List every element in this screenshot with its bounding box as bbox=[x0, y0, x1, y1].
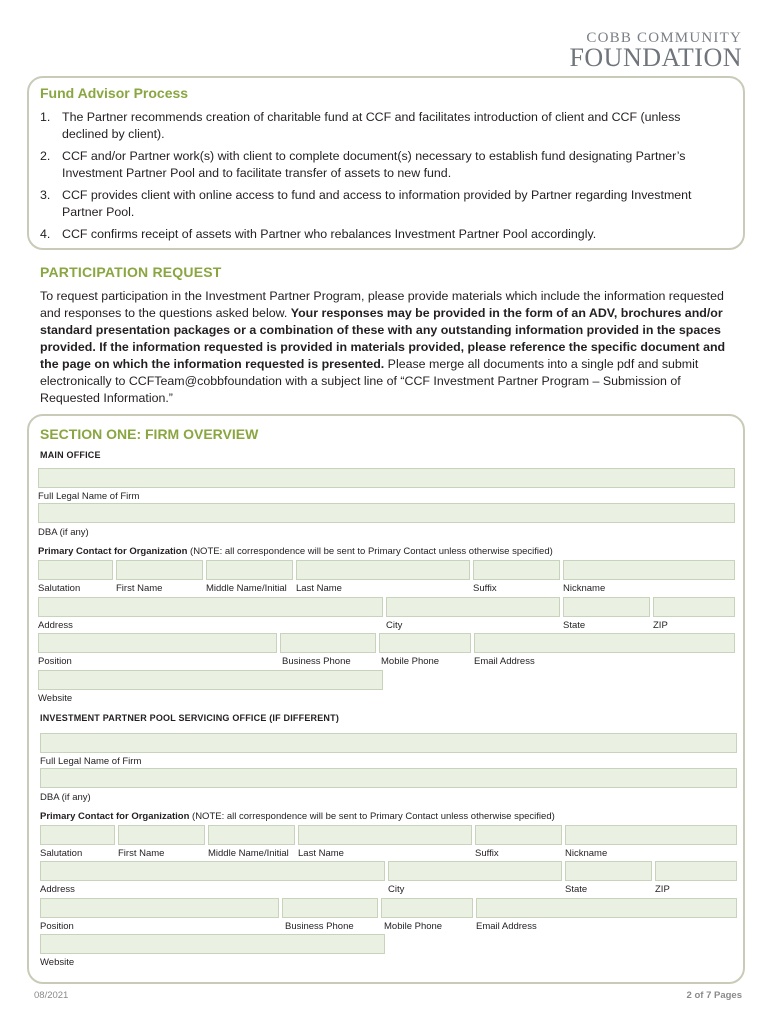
main-city-label: City bbox=[386, 620, 403, 631]
svc-position-label: Position bbox=[40, 921, 74, 932]
svc-website-field[interactable] bbox=[40, 934, 385, 954]
main-state-field[interactable] bbox=[563, 597, 650, 617]
process-item: 4. CCF confirms receipt of assets with Partner who rebalances Investment Partner Pool accordingly. bbox=[40, 227, 597, 241]
servicing-office-heading: INVESTMENT PARTNER POOL SERVICING OFFICE (IF DIFFERENT) bbox=[40, 713, 340, 723]
svc-business-phone-field[interactable] bbox=[282, 898, 378, 918]
main-suffix-label: Suffix bbox=[473, 583, 497, 594]
main-position-field[interactable] bbox=[38, 633, 277, 653]
process-item: 3. CCF provides client with online access to fund and access to information provided by Partner regarding Investment Partner Pool. bbox=[40, 188, 692, 219]
main-last-name-field[interactable] bbox=[296, 560, 470, 580]
svc-dba-field[interactable] bbox=[40, 768, 737, 788]
main-position-label: Position bbox=[38, 656, 72, 667]
main-middle-name-field[interactable] bbox=[206, 560, 293, 580]
process-title: Fund Advisor Process bbox=[40, 85, 189, 101]
main-first-name-field[interactable] bbox=[116, 560, 203, 580]
logo-line-2: FOUNDATION bbox=[569, 43, 742, 72]
main-mobile-phone-label: Mobile Phone bbox=[381, 656, 440, 667]
svc-last-name-field[interactable] bbox=[298, 825, 472, 845]
svc-legal-name-field[interactable] bbox=[40, 733, 737, 753]
svc-nickname-field[interactable] bbox=[565, 825, 737, 845]
main-last-name-label: Last Name bbox=[296, 583, 342, 594]
svc-primary-contact-label: Primary Contact for Organization (NOTE: all correspondence will be sent to Primary Contact unless otherwise specified) bbox=[40, 811, 555, 822]
main-dba-field[interactable] bbox=[38, 503, 735, 523]
svc-email-label: Email Address bbox=[476, 921, 537, 932]
section-one-title: SECTION ONE: FIRM OVERVIEW bbox=[40, 426, 259, 442]
main-office-heading: MAIN OFFICE bbox=[40, 450, 101, 460]
participation-title: PARTICIPATION REQUEST bbox=[40, 264, 222, 280]
svc-zip-field[interactable] bbox=[655, 861, 737, 881]
svc-mobile-phone-label: Mobile Phone bbox=[384, 921, 443, 932]
main-suffix-field[interactable] bbox=[473, 560, 560, 580]
svc-state-label: State bbox=[565, 884, 588, 895]
main-email-field[interactable] bbox=[474, 633, 735, 653]
svc-first-name-label: First Name bbox=[118, 848, 165, 859]
main-mobile-phone-field[interactable] bbox=[379, 633, 471, 653]
svc-address-field[interactable] bbox=[40, 861, 385, 881]
process-list bbox=[40, 109, 730, 248]
main-business-phone-field[interactable] bbox=[280, 633, 376, 653]
svc-mobile-phone-field[interactable] bbox=[381, 898, 473, 918]
main-nickname-field[interactable] bbox=[563, 560, 735, 580]
main-first-name-label: First Name bbox=[116, 583, 163, 594]
main-zip-label: ZIP bbox=[653, 620, 668, 631]
svc-position-field[interactable] bbox=[40, 898, 279, 918]
svc-business-phone-label: Business Phone bbox=[285, 921, 354, 932]
main-middle-name-label: Middle Name/Initial bbox=[206, 583, 287, 594]
svc-city-label: City bbox=[388, 884, 405, 895]
main-legal-name-field[interactable] bbox=[38, 468, 735, 488]
svc-state-field[interactable] bbox=[565, 861, 652, 881]
main-website-field[interactable] bbox=[38, 670, 383, 690]
svc-email-field[interactable] bbox=[476, 898, 737, 918]
svc-suffix-field[interactable] bbox=[475, 825, 562, 845]
process-item: 1. The Partner recommends creation of charitable fund at CCF and facilitates introduction of client and CCF (unless declined by client). bbox=[40, 110, 681, 141]
main-business-phone-label: Business Phone bbox=[282, 656, 351, 667]
main-dba-label: DBA (if any) bbox=[38, 527, 89, 538]
process-item: 2. CCF and/or Partner work(s) with client to complete document(s) necessary to establish fund designating Partner’s Investment Partner Pool and to facilitate transfer of assets to new fund. bbox=[40, 149, 686, 180]
svc-last-name-label: Last Name bbox=[298, 848, 344, 859]
participation-body: To request participation in the Investment Partner Program, please provide materials which include the information requested and responses to the questions asked below. Your responses may be provided in the form of an ADV, brochures and/or standard presentation packages or a combination of these with any outstanding information provided in the spaces provided. If the information requested is provided in materials provided, please reference the specific document and the page on which the information requested is presented. Please merge all documents into a single pdf and submit electronically to CCFTeam@cobbfoundation with a subject line of “CCF Investment Partner Program – Submission of Requested Information.” bbox=[40, 289, 726, 405]
main-state-label: State bbox=[563, 620, 586, 631]
svc-salutation-label: Salutation bbox=[40, 848, 83, 859]
svc-nickname-label: Nickname bbox=[565, 848, 608, 859]
main-website-label: Website bbox=[38, 693, 73, 704]
svc-salutation-field[interactable] bbox=[40, 825, 115, 845]
svc-suffix-label: Suffix bbox=[475, 848, 499, 859]
main-legal-name-label: Full Legal Name of Firm bbox=[38, 491, 140, 502]
svc-city-field[interactable] bbox=[388, 861, 562, 881]
main-address-field[interactable] bbox=[38, 597, 383, 617]
footer-date: 08/2021 bbox=[34, 990, 69, 1001]
svc-legal-name-label: Full Legal Name of Firm bbox=[40, 756, 142, 767]
svc-middle-name-label: Middle Name/Initial bbox=[208, 848, 289, 859]
main-city-field[interactable] bbox=[386, 597, 560, 617]
main-email-label: Email Address bbox=[474, 656, 535, 667]
logo-line-1: COBB COMMUNITY bbox=[586, 30, 742, 46]
main-address-label: Address bbox=[38, 620, 73, 631]
svc-website-label: Website bbox=[40, 957, 75, 968]
main-zip-field[interactable] bbox=[653, 597, 735, 617]
main-salutation-field[interactable] bbox=[38, 560, 113, 580]
footer-page-number: 2 of 7 Pages bbox=[686, 990, 742, 1001]
svc-middle-name-field[interactable] bbox=[208, 825, 295, 845]
svc-zip-label: ZIP bbox=[655, 884, 670, 895]
main-nickname-label: Nickname bbox=[563, 583, 606, 594]
main-salutation-label: Salutation bbox=[38, 583, 81, 594]
svc-first-name-field[interactable] bbox=[118, 825, 205, 845]
svc-dba-label: DBA (if any) bbox=[40, 792, 91, 803]
main-primary-contact-label: Primary Contact for Organization (NOTE: all correspondence will be sent to Primary Contact unless otherwise specified) bbox=[38, 546, 553, 557]
svc-address-label: Address bbox=[40, 884, 75, 895]
